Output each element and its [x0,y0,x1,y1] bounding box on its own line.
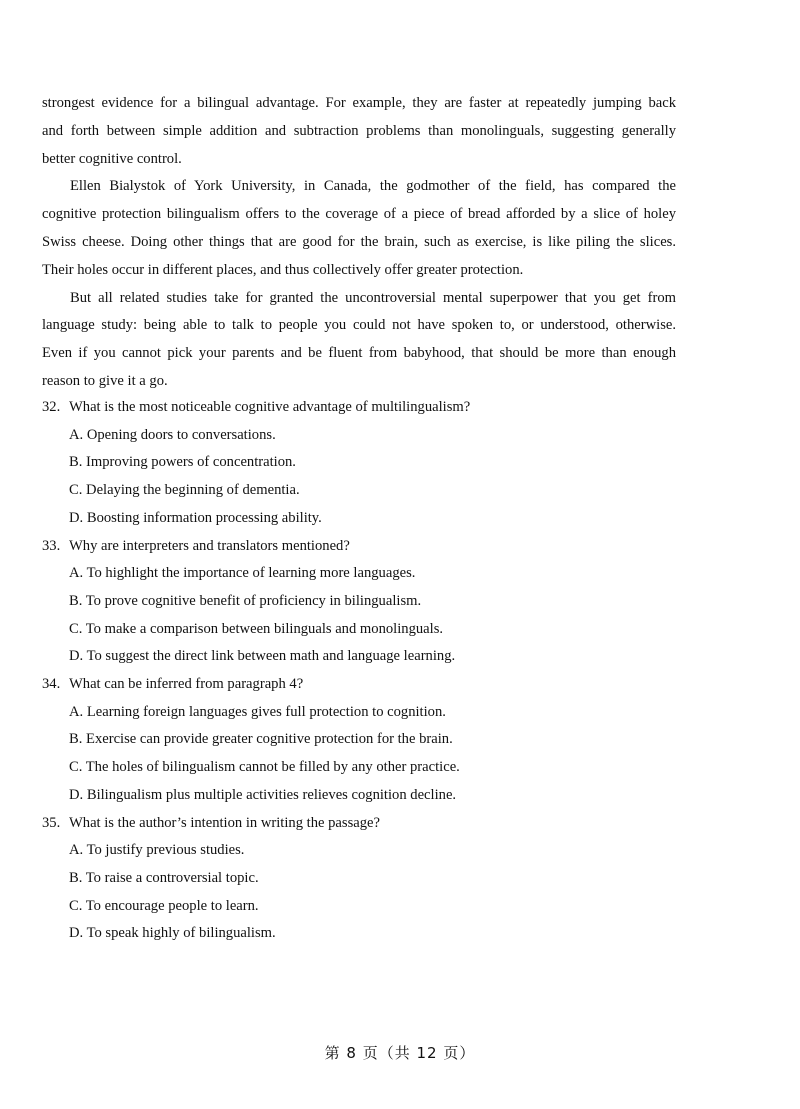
question-text: What is the most noticeable cognitive advantage of multilingualism? [69,399,471,415]
option-d[interactable]: D. To speak highly of bilingualism. [69,925,276,942]
passage-line: Ellen Bialystok of York University, in Canada, the godmother of the field, has compared the [70,178,676,195]
option-list [42,422,682,533]
passage-line: Their holes occur in different places, and thus collectively offer greater protection. [42,261,524,278]
paragraph [42,173,676,284]
question-text: What is the author’s intention in writing the passage? [69,814,380,831]
option-a[interactable]: A. Learning foreign languages gives full protection to cognition. [69,703,446,720]
question-number: 32. [42,399,61,415]
option-d[interactable]: D. Bilingualism plus multiple activities relieves cognition decline. [69,786,457,803]
passage-line: and forth between simple addition and subtraction problems than monolinguals, suggesting generally [42,122,676,139]
paragraph [42,285,676,396]
passage-line: strongest evidence for a bilingual advantage. For example, they are faster at repeatedly jumping back [42,95,676,111]
question-number: 33. [42,537,61,554]
passage-line: But all related studies take for granted the uncontroversial mental superpower that you get from [70,289,676,306]
question-list [42,394,682,948]
question-text: What can be inferred from paragraph 4? [69,676,304,693]
question-number: 35. [42,814,61,831]
option-b[interactable]: B. Improving powers of concentration. [69,454,296,471]
question-stem [42,810,682,838]
question-number: 34. [42,676,61,693]
passage-line: cognitive protection bilingualism offers to the coverage of a piece of bread afforded by a slice of holey [42,206,676,223]
option-b[interactable]: B. To prove cognitive benefit of proficiency in bilingualism. [69,592,422,609]
option-c[interactable]: C. To encourage people to learn. [69,897,259,914]
option-a[interactable]: A. To justify previous studies. [69,842,245,859]
option-list [42,560,682,671]
question-32 [42,394,682,533]
option-c[interactable]: C. To make a comparison between bilinguals and monolinguals. [69,620,444,637]
question-35 [42,810,682,949]
option-a[interactable]: A. To highlight the importance of learning more languages. [69,565,416,582]
question-stem [42,394,682,422]
passage-line: better cognitive control. [42,150,182,167]
passage-line: language study: being able to talk to people you could not have spoken to, or understood, otherwise. [42,317,676,334]
option-d[interactable]: D. To suggest the direct link between math and language learning. [69,648,456,665]
question-stem [42,533,682,561]
option-list [42,699,682,810]
reading-passage [42,90,676,396]
option-list [42,837,682,948]
option-b[interactable]: B. Exercise can provide greater cognitive protection for the brain. [69,731,453,748]
option-d[interactable]: D. Boosting information processing ability. [69,509,322,526]
passage-line: reason to give it a go. [42,372,168,389]
question-text: Why are interpreters and translators mentioned? [69,537,350,554]
question-stem [42,671,682,699]
question-34 [42,671,682,810]
option-c[interactable]: C. Delaying the beginning of dementia. [69,482,300,499]
passage-line: Even if you cannot pick your parents and be fluent from babyhood, that should be more than enough [42,345,676,362]
option-b[interactable]: B. To raise a controversial topic. [69,869,259,886]
page-number-footer: 第 8 页（共 12 页） [324,1044,476,1062]
option-a[interactable]: A. Opening doors to conversations. [69,426,276,443]
passage-line: Swiss cheese. Doing other things that are good for the brain, such as exercise, is like piling the slices. [42,233,676,250]
question-33 [42,533,682,672]
paragraph [42,90,676,173]
option-c[interactable]: C. The holes of bilingualism cannot be filled by any other practice. [69,759,460,776]
